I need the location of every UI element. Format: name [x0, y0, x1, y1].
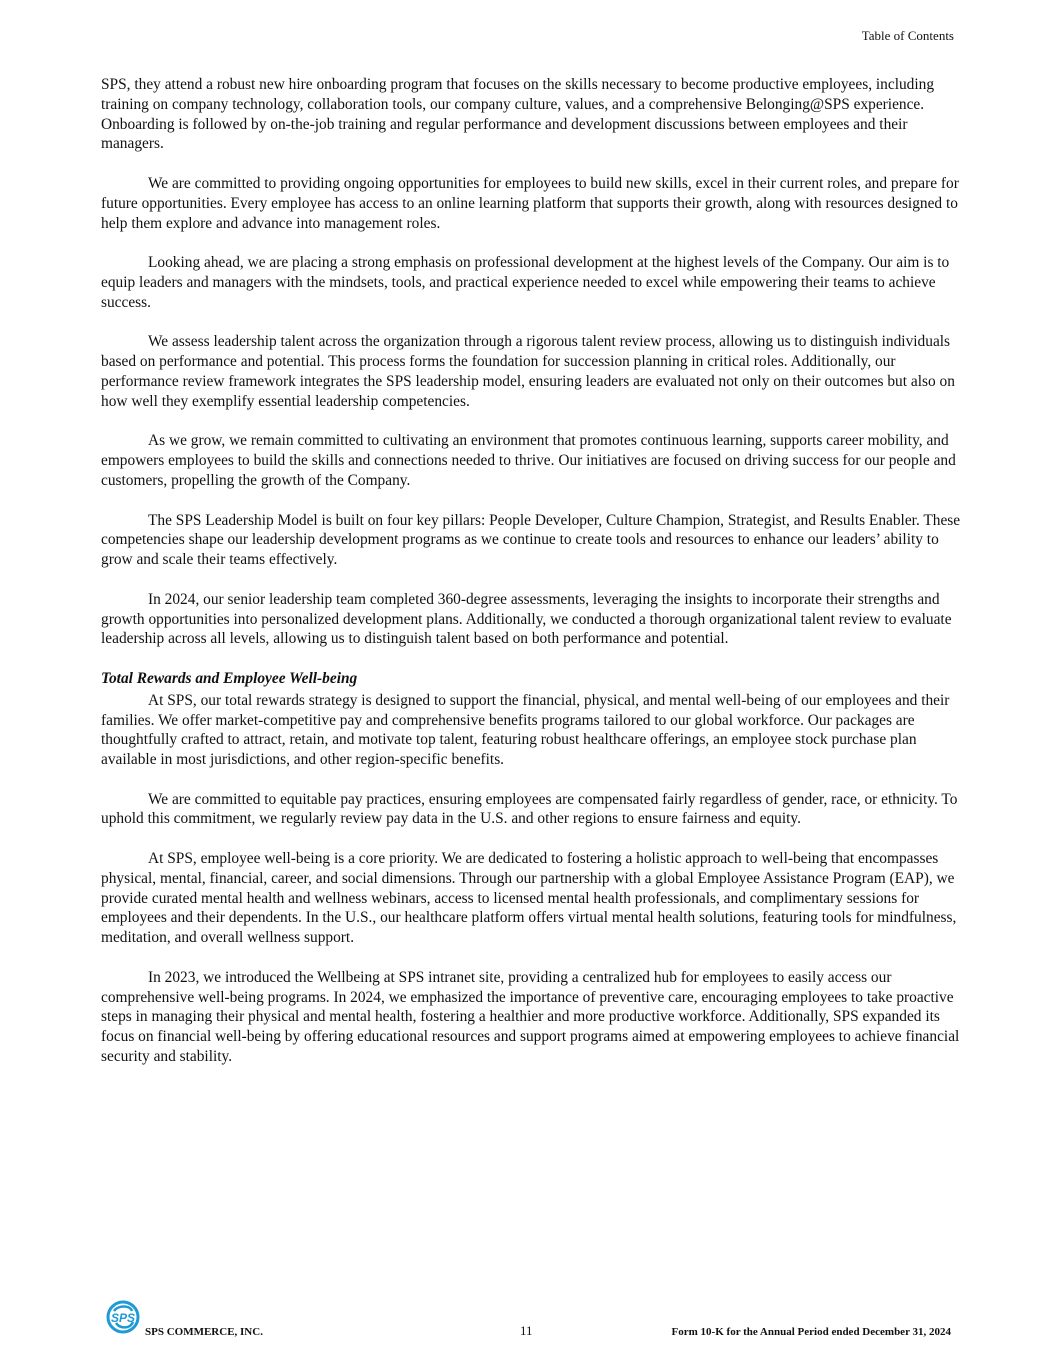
page-footer: [0, 1295, 1055, 1345]
paragraph: The SPS Leadership Model is built on four key pillars: People Developer, Culture Champion, Strategist, and Results Enabler. These competencies shape our leadership development programs as we continue to create tools and resources to enhance our leaders’ ability to grow and scale their teams effectively.: [101, 511, 961, 569]
paragraph: SPS, they attend a robust new hire onboarding program that focuses on the skills necessary to become productive employees, including training on company technology, collaboration tools, our company culture, values, and a comprehensive Belonging@SPS experience. Onboarding is followed by on-the-job training and regular performance and development discussions between employees and their managers.: [101, 76, 935, 153]
table-of-contents-link[interactable]: Table of Contents: [861, 28, 954, 43]
paragraph: As we grow, we remain committed to cultivating an environment that promotes continuous learning, supports career mobility, and empowers employees to build the skills and connections needed to thrive. Our initiatives are focused on driving success for our people and customers, propelling the growth of the Company.: [101, 432, 956, 489]
svg-text:SPS: SPS: [110, 1311, 136, 1325]
section-heading: Total Rewards and Employee Well-being: [101, 669, 358, 687]
paragraph: In 2023, we introduced the Wellbeing at SPS intranet site, providing a centralized hub for employees to easily access our comprehensive well-being programs. In 2024, we emphasized the importance of preventive care, encouraging employees to take proactive steps in managing their physical and mental health, fostering a healthier and more productive workforce. Additionally, SPS expanded its focus on financial well-being by offering educational resources and support programs aimed at empowering employees to achieve financial security and stability.: [101, 968, 960, 1066]
paragraph: We assess leadership talent across the organization through a rigorous talent review process, allowing us to distinguish individuals based on performance and potential. This process forms the foundation for succession planning in critical roles. Additionally, our performance review framework integrates the SPS leadership model, ensuring leaders are evaluated not only on their outcomes but also on how well they exemplify essential leadership competencies.: [101, 333, 955, 410]
form-title: Form 10-K for the Annual Period ended December 31, 2024: [671, 1326, 951, 1338]
sps-logo-icon: [104, 1299, 144, 1335]
paragraph: We are committed to equitable pay practices, ensuring employees are compensated fairly regardless of gender, race, or ethnicity. To uphold this commitment, we regularly review pay data in the U.S. and other regions to ensure fairness and equity.: [101, 790, 958, 828]
paragraph: We are committed to providing ongoing opportunities for employees to build new skills, excel in their current roles, and prepare for future opportunities. Every employee has access to an online learning platform that supports their growth, along with resources designed to help them explore and advance into management roles.: [101, 174, 959, 232]
paragraph: Looking ahead, we are placing a strong emphasis on professional development at the highest levels of the Company. Our aim is to equip leaders and managers with the mindsets, tools, and practical experience needed to excel while empowering their teams to achieve success.: [101, 254, 950, 311]
paragraph: In 2024, our senior leadership team completed 360-degree assessments, leveraging the insights to incorporate their strengths and growth opportunities into personalized development plans. Additionally, we conducted a thorough organizational talent review to evaluate leadership across all levels, allowing us to distinguish talent based on both performance and potential.: [101, 590, 952, 648]
document-body: [101, 75, 961, 1087]
paragraph: At SPS, our total rewards strategy is designed to support the financial, physical, and mental well-being of our employees and their families. We offer market-competitive pay and comprehensive benefits programs tailored to our global workforce. Our packages are thoughtfully crafted to attract, retain, and motivate top talent, featuring robust healthcare offerings, an employee stock purchase plan available in most jurisdictions, and other region-specific benefits.: [101, 691, 950, 769]
page-number: 11: [520, 1323, 533, 1338]
paragraph: At SPS, employee well-being is a core priority. We are dedicated to fostering a holistic approach to well-being that encompasses physical, mental, financial, career, and social dimensions. Through our partnership with a global Employee Assistance Program (EAP), we provide curated mental health and wellness webinars, access to licensed mental health professionals, and complimentary sessions for employees and their dependents. In the U.S., our healthcare platform offers virtual mental health solutions, featuring tools for mindfulness, meditation, and overall wellness support.: [101, 850, 957, 947]
company-name: SPS COMMERCE, INC.: [145, 1326, 263, 1338]
